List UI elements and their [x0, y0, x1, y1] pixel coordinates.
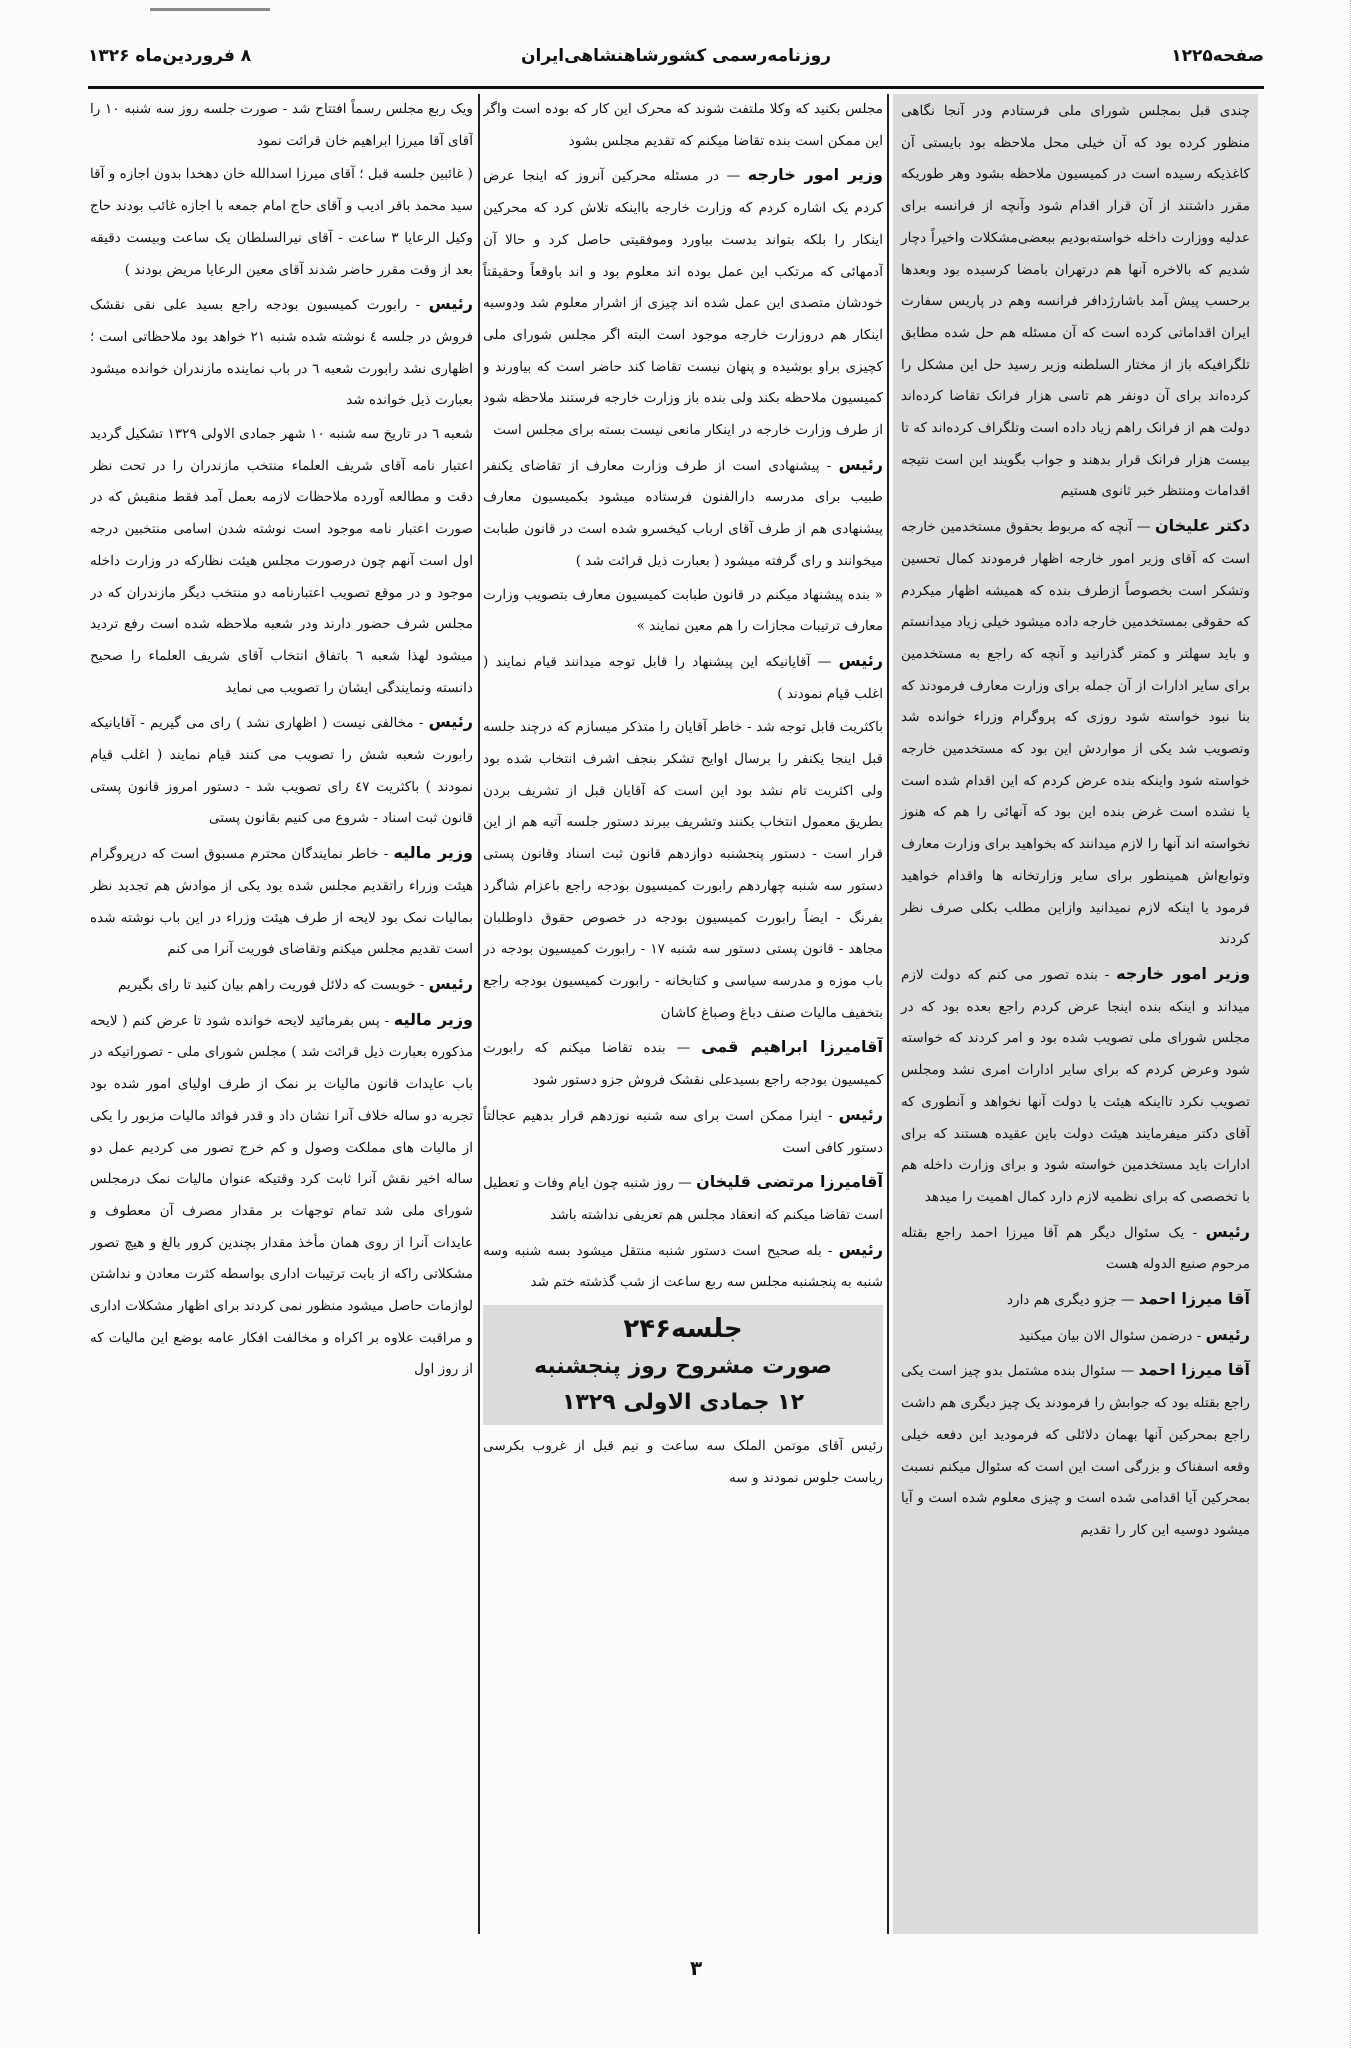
paragraph: [901, 1283, 1250, 1317]
paragraph: [90, 837, 473, 966]
speaker-name: رئیس: [1205, 1324, 1250, 1344]
paragraph-text: — آنچه که مربوط بحقوق مستخدمین خارجه است که آقای وزیر امور خارجه اظهار فرمودند کمال تحسین وتشکر است بخصوصاً ازطرف بنده که همیشه اظهار میکردم که حقوقی بمستخدمین خارجه داده میشود خیلی زیاد میدانستم و باید سهلتر و کمتر گذرانید و آنچه که راجع به مستخدمین برای سایر ادارات از آن جمله برای وزارت معارف فرمودند که بنا نبود خواسته شود روزی که پروگرام وزراء خوانده شد وتصویب شد یکی از مواردش این بود که مستخدمین خارجه خواسته شود واینکه بنده عرض کردم که این اقدام شده است یا نشده است غرض بنده این بود که آنهائی را هم که هنوز نخواسته اند آنها را لازم میدانند که بخواهید برای وزارت معارف وتوابع‌اش همینطور برای سایر وزارتخانه ها واقدام خواهید فرمود یا اینکه لازم نمیدانید وازاین مطلب بکلی صرف نظر کردند: [901, 519, 1250, 948]
paragraph: [483, 645, 883, 710]
paragraph: [90, 159, 473, 286]
paragraph-text: - خاطر نمایندگان محترم مسبوق است که درپروگرام هیئت وزراء راتقدیم مجلس شده بود یکی از موادش هم تجدید نظر بمالیات نمک بود لایحه از طرف هیئت وزراء در این باب نوشته شده است تقدیم مجلس میکنم وتقاضای فوریت آنرا می کنم: [90, 846, 473, 958]
paragraph: [483, 1031, 883, 1096]
speaker-name: وزیر مالیه: [393, 1009, 473, 1029]
paragraph: [483, 712, 883, 1029]
speaker-name: آقا میرزا احمد: [1138, 1360, 1250, 1380]
speaker-name: آقامیرزا مرتضی قلیخان: [696, 1172, 883, 1192]
right-column: [893, 94, 1258, 1934]
paragraph-text: — سئوال بنده مشتمل بدو چیز است یکی راجع بقتله بود که جوابش را فرمودند یک چیز دیگری هم داشت راجع بمحرکین آنها بهمان دلائلی که فرمودید این دفعه خیلی وقعه اسفناک و بزرگی است این است که سئوال میکنم نسبت بمحرکین آیا اقدامی شده است و چیزی معلوم شده است و آیا میشود دوسیه این کار را تقدیم: [901, 1363, 1250, 1538]
paragraph: [483, 94, 883, 157]
paragraph: [90, 706, 473, 835]
paragraph: [483, 1234, 883, 1299]
speaker-name: وزیر امور خارجه: [1116, 963, 1251, 983]
paragraph-text: - یک سئوال دیگر هم آقا میرزا احمد راجع بقتله مرحوم صنیع الدوله هست: [901, 1224, 1250, 1273]
paragraph-text: - بنده تصور می کنم که دولت لازم میداند و اینکه بنده اینجا عرض کردم راجع بعده بود که در مجلس شورای ملی تصویب شده بود و امر کردند که خواسته شود وعرض کردم که برای سایر ادارات امری نشد ومجلس تصویب نکرد تااینکه هیئت یا دولت آنها نخواهد و آنطوری که آقای دکتر میفرمایند هیئت دولت باین عقیده هستند که برای ادارات باید مستخدمین خواسته شود و برای وزارت داخله هم با تخصصی که برای نظمیه لازم دارد کمال اهمیت را میدهد: [901, 966, 1250, 1205]
paragraph-text: چندی قبل بمجلس شورای ملی فرستادم ودر آنجا نگاهی منظور کرده بود که آن خیلی محل ملاحظه بود بایستی آن کاغذیکه رسیده است در کمیسیون ملاحظه بشود وهر طوریکه مقرر داشتند از آن قرار اقدام شود وآنچه از فرانسه برای عدلیه ووزارت داخله خواسته‌بودیم ببعضی‌مشکلات واخیراً دچار شدیم که بالاخره آنها هم درتهران بامضا کرسیده بود وبعدها برحسب پیش آمد باشارژدافر فرانسه وهم در پاریس سفارت ایران اقداماتی کرده است که آن مسئله هم حل شده مطابق تلگرافیکه باز از مختار السلطنه وزیر رسید حل این مشکل را کرده‌اند برای آن دونفر هم تاسی هزار فرانک تقاضا کرده‌اند دولت هم از فرانک راهم زیاد داده است وتلگراف کرده‌اند که تا بیست هزار فرانک قرار بدهند و جواب بگویند این است نتیجه اقدامات ومنتظر خبر ثانوی هستیم: [901, 103, 1250, 500]
page-header: [88, 46, 1264, 82]
speaker-name: وزیر مالیه: [393, 843, 473, 863]
paragraph-text: — آقایانیکه این پیشنهاد را قابل توجه میدانند قیام نمایند ( اغلب قیام نمودند ): [483, 653, 883, 702]
paragraph-text: - بله صحیح است دستور شنبه منتقل میشود بسه شنبه وسه شنبه به پنجشنبه مجلس سه ربع ساعت از شب گذشته ختم شد: [483, 1242, 883, 1291]
middle-column-body: [483, 94, 883, 1299]
session-number: جلسه۲۴۶: [623, 1314, 743, 1345]
paragraph: [90, 968, 473, 1002]
session-heading: [483, 1305, 883, 1425]
middle-column: [483, 94, 883, 1934]
speaker-name: آقا میرزا احمد: [1138, 1289, 1250, 1309]
paragraph-text: - پیشنهادی است از طرف وزارت معارف از تقاضای یکنفر طبیب برای مدرسه دارالفنون فرستاده میشود بکمیسیون معارف پیشنهادی هم از طرف آقای ارباب کیخسرو شده است در قانون طبابت میخوانند و رای گرفته میشود ( بعبارت ذیل قرائت شد ): [483, 457, 883, 569]
column-divider-left: [478, 94, 480, 1934]
left-column: [90, 94, 473, 1934]
paragraph-text: مجلس بکنید که وکلا ملتفت شوند که محرک این کار که بوده است واگر این ممکن است بنده تقاضا میکنم که تقدیم مجلس بشود: [483, 101, 883, 149]
paragraph-text: — در مسئله محرکین آنروز که اینجا عرض کردم یک اشاره کردم که وزارت خارجه بااینکه تلاش کرد که محرکین اینکار را بلکه بتواند بدست بیاورد وموفقیتی حاصل کرد و حالا آن آدمهائی که مرتکب این عمل بوده اند معلوم بود و اند باوقعاً وحقیقتاً خودشان متصدی این عمل شده اند چیزی از اشرار معلوم شد ودوسیه اینکار هم دروزارت خارجه موجود است البته اگر مجلس شورای ملی کچیزی براو بوشیده و پنهان نیست تقاضا کند حاضر است که بیاورند و کمیسیون ملاحظه بکند ولی بنده باز وزارت خارجه فرستند ملاحظه شود از طرف وزارت خارجه در اینکار مانعی نیست بسته برای مجلس است: [483, 168, 883, 439]
paragraph-text: ( غائبین جلسه قبل ؛ آقای میرزا اسدالله خان دهخدا بدون اجازه و آقا سید محمد باقر ادیب و آقای حاج امام جمعه با اجازه غائب بودند حاج وکیل الرعایا ۳ ساعت - آقای نیرالسلطان یک ساعت وبیست دقیقه بعد از وقت مقرر حاضر شدند آقای معین الرعایا مریض بودند ): [90, 166, 473, 278]
paragraph: [90, 94, 473, 157]
speaker-name: رئیس: [428, 294, 473, 314]
paragraph-text: — بنده تقاضا میکنم که رابورت کمیسیون بودجه راجع بسیدعلی نقشک فروش جزو دستور شود: [483, 1040, 883, 1089]
paragraph-text: - اینرا ممکن است برای سه شنبه نوزدهم قرار بدهیم عجالتاً دستور کافی است: [483, 1107, 883, 1156]
column-divider-right: [887, 94, 889, 1934]
paragraph-text: - رابورت کمیسیون بودجه راجع بسید علی نقی نقشک فروش در جلسه ٤ نوشته شده شنبه ۲۱ خواهد بود ملاحظاتی است ؛ اظهاری نشد رابورت شعبه ٦ در باب نماینده مازندران خوانده میشود بعبارت ذیل خوانده شد: [90, 297, 473, 409]
newspaper-title: روزنامه‌رسمی کشورشاهنشاهی‌ایران: [520, 46, 832, 66]
speaker-name: رئیس: [428, 712, 473, 732]
paragraph: [483, 580, 883, 643]
issue-date: ۸ فروردین‌ماه ۱۳۲۶: [88, 46, 252, 66]
speaker-name: رئیس: [838, 454, 883, 474]
paragraph: [901, 1354, 1250, 1546]
paragraph-text: — جزو دیگری هم دارد: [1006, 1292, 1135, 1309]
paragraph-text: ویک ربع مجلس رسماً افتتاح شد - صورت جلسه روز سه شنبه ۱۰ را آقای آقا میرزا ابراهیم خان قرائت نمود: [90, 101, 473, 149]
paragraph: [901, 96, 1250, 508]
top-edge-mark: [150, 8, 270, 11]
speaker-name: رئیس: [428, 973, 473, 993]
paragraph: [483, 1166, 883, 1231]
session-opening: رئیس آقای موتمن الملک سه ساعت و نیم قبل از غروب بکرسی ریاست جلوس نمودند و سه: [483, 1438, 883, 1486]
paragraph-text: - پس بفرمائید لایحه خوانده شود تا عرض کنم ( لایحه مذکوره بعبارت ذیل قرائت شد ) مجلس شورای ملی - تصوراتیکه در باب عایدات قانون مالیات بر نمک از طرف اولیای امور شده بود تجربه دو ساله خلاف آنرا نشان داد و قدر فوائد مالیات مزبور را یکی از مالیات های مملکت وصول و کم خرج تصور می کردیم عمل دو ساله اخیر نقش آنرا ثابت کرد وقتیکه عنوان مالیات نمک درمجلس شورای ملی شد تمام توجهات بر مقدار مصرف آن معطوف و عایدات آنرا از روی همان مأخذ مقدار بچندین کرور بالغ و هیچ تصور مشکلاتی راکه از بابت ترتیبات اداری بواسطه کثرت معادن و نداشتن لوازمات حاصل میشود منظور نمی کردند برای اظهار مشکلات اداری و مراقبت علاوه بر اکراه و مخالفت افکار عامه بوضع این مالیات که از روز اول: [90, 1012, 473, 1378]
paragraph: [90, 1004, 473, 1386]
speaker-name: آقامیرزا ابراهیم قمی: [701, 1037, 883, 1057]
paragraph: [483, 159, 883, 446]
session-date: ۱۲ جمادی الاولی ۱۳۲۹: [562, 1390, 804, 1416]
paragraph: [90, 288, 473, 417]
paragraph: [901, 510, 1250, 956]
scan-edge: [1345, 0, 1351, 2048]
paragraph-text: - خوبست که دلائل فوریت راهم بیان کنید تا رای بگیریم: [117, 976, 425, 993]
speaker-name: رئیس: [838, 1239, 883, 1259]
paragraph: [483, 1099, 883, 1164]
folio-number: ۳: [690, 1956, 703, 1980]
paragraph: [90, 419, 473, 704]
header-divider: [88, 86, 1264, 89]
paragraph: [483, 449, 883, 578]
paragraph-text: شعبه ٦ در تاریخ سه شنبه ۱۰ شهر جمادی الاولی ۱۳۲۹ تشکیل گردید اعتبار نامه آقای شریف العلماء منتخب مازندران را در تحت نظر دقت و مطالعه آورده ملاحظات لازمه بعمل آمد فقط منقیش که در صورت اعتبار نامه موجود است نوشته شدن اسامی منتخبین درجه اول است آنهم چون درصورت مجلس هیئت نظارکه در وزارت داخله موجود و در موقع تصویب اعتبارنامه دو منتخب دیگر مازندران که در مجلس شرف حضور دارند ودر شعبه ملاحظه شده است رفع تردید میشود لهذا شعبه ٦ باتفاق انتخاب آقای شریف العلماء را صحیح دانسته ونمایندگی ایشان را تصویب می نماید: [90, 426, 473, 696]
paragraph-text: — روز شنبه چون ایام وفات و تعطیل است تقاضا میکنم که انعقاد مجلس هم تعریفی نداشته باشد: [483, 1175, 883, 1223]
paragraph-text: باکثریت قابل توجه شد - خاطر آقایان را متذکر میسازم که درچند جلسه قبل اینجا یکنفر را برسال اوایح تشکر بنجف اشرف انتخاب شده بود ولی اکثریت تام نشد بود این است که آقایان قبل از تشریف بردن بطریق معمول انتخاب بکنند وتشریف ببرند دستور جلسه آتیه هم از این قرار است - دستور پنجشنبه دوازدهم قانون ثبت اسناد وقانون پستی دستور سه شنبه چهاردهم رابورت کمیسیون بودجه راجع باعزام شاگرد بفرنگ - ایضاً رابورت کمیسیون بودجه در خصوص حقوق داوطلبان مجاهد - قانون پستی دستور سه شنبه ۱۷ - رابورت کمیسیون بودجه در باب موزه و مدرسه سیاسی و کتابخانه - رابورت کمیسیون بودجه راجع بتخفیف مالیات صنف دباغ وصباغ کاشان: [483, 719, 883, 1021]
speaker-name: دکتر علیخان: [1155, 516, 1250, 536]
paragraph: [901, 1319, 1250, 1353]
paragraph-text: « بنده پیشنهاد میکنم در قانون طبابت کمیسیون معارف بتصویب وزارت معارف ترتیبات مجازات را هم معین نمایند »: [483, 586, 883, 635]
speaker-name: رئیس: [838, 650, 883, 670]
paragraph: [901, 1216, 1250, 1281]
paragraph-text: - درضمن سئوال الان بیان میکنید: [1018, 1327, 1202, 1344]
speaker-name: رئیس: [838, 1104, 883, 1124]
paragraph: [901, 958, 1250, 1214]
speaker-name: وزیر امور خارجه: [747, 165, 883, 185]
speaker-name: رئیس: [1205, 1221, 1250, 1241]
session-subtitle: صورت مشروح روز پنجشنبه: [534, 1354, 832, 1380]
page-number-label: صفحه۱۲۲۵: [1171, 46, 1264, 66]
paragraph-text: - مخالفی نیست ( اظهاری نشد ) رای می گیریم - آقایانیکه رابورت شعبه شش را تصویب می کنند قیام نمایند ( اغلب قیام نمودند ) باکثریت ٤۷ رای تصویب شد - دستور امروز قانون پستی قانون ثبت اسناد - شروع می کنیم بقانون پستی: [90, 715, 473, 827]
